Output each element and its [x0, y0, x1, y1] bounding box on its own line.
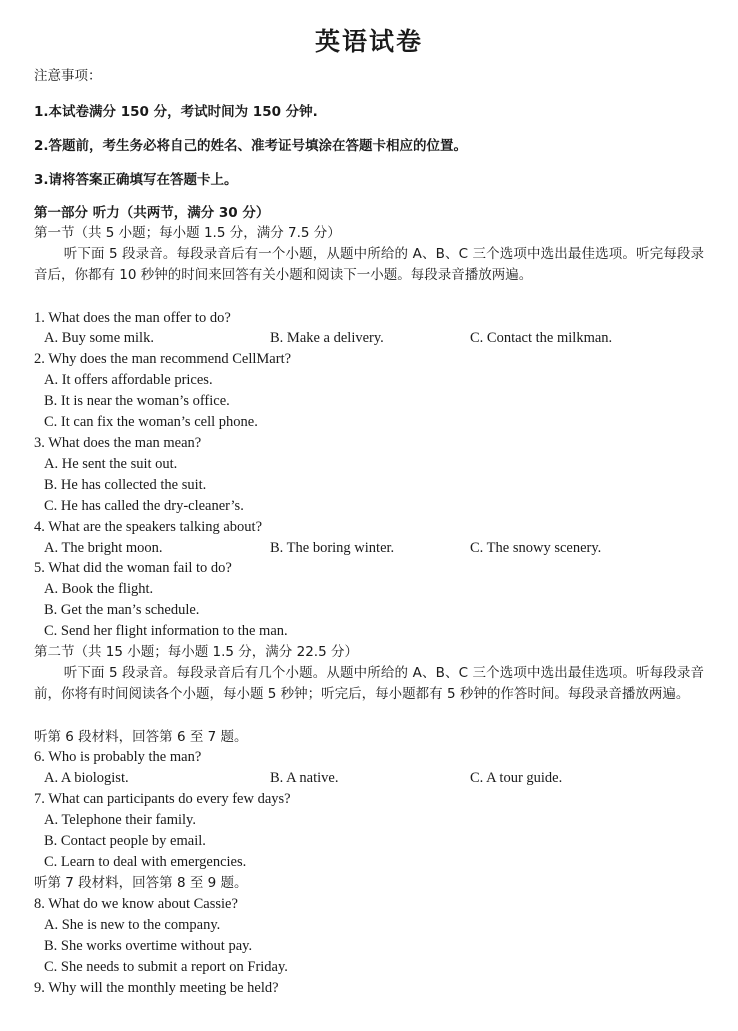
section1-heading: 第一节（共 5 小题；每小题 1.5 分，满分 7.5 分） [34, 225, 341, 241]
material7-note: 听第 7 段材料，回答第 8 至 9 题。 [34, 875, 248, 891]
q5-option-a: A. Book the flight. [44, 581, 154, 597]
q3-option-b: B. He has collected the suit. [44, 477, 207, 493]
page-title: 英语试卷 [314, 27, 423, 56]
q8-stem: 8. What do we know about Cassie? [34, 896, 238, 912]
section1-instruction: 听下面 5 段录音。每段录音后有一个小题，从题中所给的 A、B、C 三个选项中选出最佳选项。听完每段录音后，你都有 10 秒钟的时间来回答有关小题和阅读下一小题。每段录音播放两遍。 [34, 246, 704, 283]
q6-stem: 6. Who is probably the man? [34, 749, 202, 765]
q8-option-b: B. She works overtime without pay. [44, 938, 253, 954]
notice-item-2: 2.答题前，考生务必将自己的姓名、准考证号填涂在答题卡相应的位置。 [34, 138, 468, 154]
q5-option-c: C. Send her flight information to the man. [44, 623, 288, 639]
q1-stem: 1. What does the man offer to do? [34, 310, 231, 326]
q1-option-c: C. Contact the milkman. [470, 330, 613, 346]
q7-option-b: B. Contact people by email. [44, 833, 206, 849]
q6-option-b: B. A native. [270, 770, 339, 786]
notice-heading: 注意事项： [34, 68, 102, 84]
q4-stem: 4. What are the speakers talking about? [34, 519, 263, 535]
q8-option-a: A. She is new to the company. [44, 917, 221, 933]
q1-option-b: B. Make a delivery. [270, 330, 384, 346]
q3-option-a: A. He sent the suit out. [44, 456, 178, 472]
section2-instruction: 听下面 5 段录音。每段录音后有几个小题。从题中所给的 A、B、C 三个选项中选出最佳选项。听每段录音前，你将有时间阅读各个小题，每小题 5 秒钟；听完后，每小题都有 5 秒钟的作答时间。每段录音播放两遍。 [34, 665, 704, 702]
q5-stem: 5. What did the woman fail to do? [34, 560, 232, 576]
q4-option-c: C. The snowy scenery. [470, 540, 602, 556]
q6-option-c: C. A tour guide. [470, 770, 563, 786]
notice-item-3: 3.请将答案正确填写在答题卡上。 [34, 172, 238, 188]
q3-option-c: C. He has called the dry-cleaner’s. [44, 498, 244, 514]
q4-option-a: A. The bright moon. [44, 540, 163, 556]
q2-option-c: C. It can fix the woman’s cell phone. [44, 414, 258, 430]
q8-option-c: C. She needs to submit a report on Friday. [44, 959, 288, 975]
q6-option-a: A. A biologist. [44, 770, 129, 786]
q2-option-a: A. It offers affordable prices. [44, 372, 213, 388]
part1-heading: 第一部分 听力（共两节，满分 30 分） [34, 205, 270, 221]
q2-option-b: B. It is near the woman’s office. [44, 393, 230, 409]
q7-option-c: C. Learn to deal with emergencies. [44, 854, 247, 870]
q9-stem: 9. Why will the monthly meeting be held? [34, 980, 279, 996]
notice-item-1: 1.本试卷满分 150 分，考试时间为 150 分钟. [34, 104, 318, 120]
section2-heading: 第二节（共 15 小题；每小题 1.5 分，满分 22.5 分） [34, 644, 358, 660]
q1-option-a: A. Buy some milk. [44, 330, 154, 346]
q5-option-b: B. Get the man’s schedule. [44, 602, 200, 618]
q7-option-a: A. Telephone their family. [44, 812, 196, 828]
q7-stem: 7. What can participants do every few days? [34, 791, 291, 807]
q3-stem: 3. What does the man mean? [34, 435, 202, 451]
q4-option-b: B. The boring winter. [270, 540, 395, 556]
material6-note: 听第 6 段材料，回答第 6 至 7 题。 [34, 729, 248, 745]
q2-stem: 2. Why does the man recommend CellMart? [34, 351, 292, 367]
